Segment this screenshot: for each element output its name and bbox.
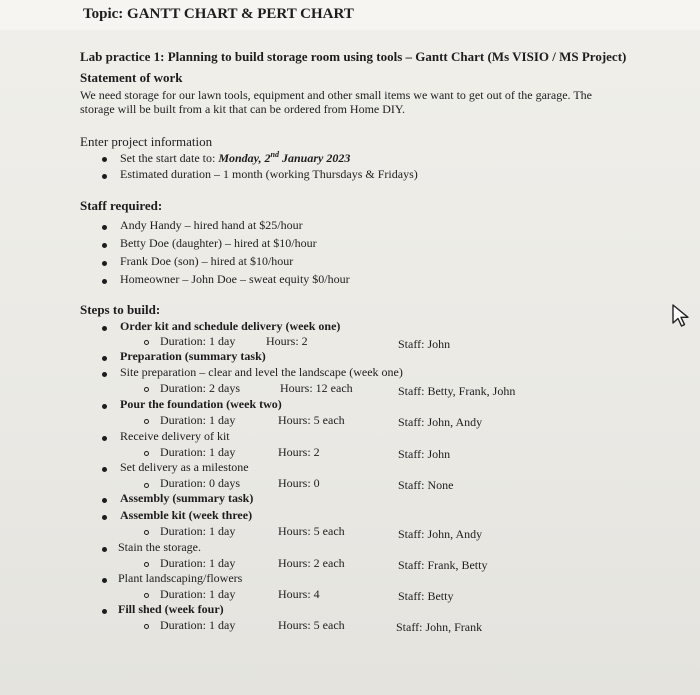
step-title: Set delivery as a milestone	[120, 460, 249, 474]
step-staff: Staff: None	[398, 478, 454, 492]
bullet	[102, 174, 107, 179]
step-staff: Staff: John	[398, 447, 451, 461]
sub-bullet	[144, 562, 149, 567]
step-duration: Duration: 1 day	[160, 445, 236, 459]
step-duration: Duration: 1 day	[160, 556, 236, 570]
bullet	[102, 225, 107, 230]
sub-bullet	[144, 419, 149, 424]
sub-bullet	[144, 483, 149, 488]
step-hours: Hours: 2	[266, 334, 308, 348]
bullet	[102, 356, 107, 361]
statement-line-2: storage will be built from a kit that can be ordered from Home DIY.	[80, 102, 406, 116]
staff-item: Betty Doe (daughter) – hired at $10/hour	[120, 236, 317, 250]
staff-item: Andy Handy – hired hand at $25/hour	[120, 218, 303, 232]
step-duration: Duration: 2 days	[160, 381, 240, 395]
step-title: Pour the foundation (week two)	[120, 397, 282, 411]
duration-item: Estimated duration – 1 month (working Thursdays & Fridays)	[120, 167, 418, 181]
statement-line-1: We need storage for our lawn tools, equipment and other small items we want to get out of the garage. The	[80, 88, 592, 102]
lab-title: Lab practice 1: Planning to build storage room using tools – Gantt Chart (Ms VISIO / MS Project)	[80, 49, 627, 64]
bullet	[102, 515, 107, 520]
bullet	[102, 404, 107, 409]
start-day: Monday, 2	[218, 151, 271, 165]
step-duration: Duration: 1 day	[160, 524, 236, 538]
bullet	[102, 326, 107, 331]
step-hours: Hours: 2	[278, 445, 320, 459]
step-title: Assembly (summary task)	[120, 491, 254, 505]
step-title: Site preparation – clear and level the landscape (week one)	[120, 365, 403, 379]
bullet	[102, 498, 107, 503]
step-hours: Hours: 0	[278, 476, 320, 490]
sub-bullet	[144, 624, 149, 629]
step-staff: Staff: Frank, Betty	[398, 558, 488, 572]
step-staff: Staff: John, Frank	[396, 620, 483, 634]
step-staff: Staff: John	[398, 337, 451, 351]
start-prefix: Set the start date to:	[120, 151, 219, 165]
start-date-item	[120, 150, 350, 166]
step-title: Order kit and schedule delivery (week one)	[120, 319, 341, 333]
step-title: Plant landscaping/flowers	[118, 571, 243, 585]
step-hours: Hours: 5 each	[278, 413, 345, 427]
step-hours: Hours: 4	[278, 587, 320, 601]
mouse-pointer-icon	[670, 303, 692, 329]
bullet	[102, 547, 107, 552]
sub-bullet	[144, 530, 149, 535]
step-title: Assemble kit (week three)	[120, 508, 253, 522]
staff-heading: Staff required:	[80, 198, 163, 213]
start-sup: nd	[270, 150, 279, 159]
bullet	[102, 578, 107, 583]
bullet	[102, 243, 107, 248]
staff-item: Frank Doe (son) – hired at $10/hour	[120, 254, 294, 268]
sub-bullet	[144, 387, 149, 392]
step-hours: Hours: 2 each	[278, 556, 345, 570]
step-duration: Duration: 1 day	[160, 334, 236, 348]
project-heading: Enter project information	[80, 134, 213, 149]
bullet	[102, 279, 107, 284]
bullet	[102, 467, 107, 472]
step-duration: Duration: 0 days	[160, 476, 240, 490]
bullet	[102, 609, 107, 614]
statement-heading: Statement of work	[80, 70, 183, 85]
sub-bullet	[144, 593, 149, 598]
sub-bullet	[144, 451, 149, 456]
step-duration: Duration: 1 day	[160, 618, 236, 632]
step-hours: Hours: 5 each	[278, 524, 345, 538]
step-title: Fill shed (week four)	[118, 602, 224, 616]
step-hours: Hours: 5 each	[278, 618, 345, 632]
step-staff: Staff: John, Andy	[398, 415, 483, 429]
step-duration: Duration: 1 day	[160, 413, 236, 427]
step-staff: Staff: Betty	[398, 589, 454, 603]
step-staff: Staff: John, Andy	[398, 527, 483, 541]
staff-item: Homeowner – John Doe – sweat equity $0/hour	[120, 272, 350, 286]
step-title: Stain the storage.	[118, 540, 201, 554]
sub-bullet	[144, 340, 149, 345]
step-hours: Hours: 12 each	[280, 381, 353, 395]
topic-title: Topic: GANTT CHART & PERT CHART	[83, 6, 354, 22]
bullet	[102, 261, 107, 266]
bullet	[102, 436, 107, 441]
step-duration: Duration: 1 day	[160, 587, 236, 601]
steps-heading: Steps to build:	[80, 302, 161, 317]
bullet	[102, 372, 107, 377]
step-title: Preparation (summary task)	[120, 349, 266, 363]
step-staff: Staff: Betty, Frank, John	[398, 384, 516, 398]
start-rest: January 2023	[279, 151, 351, 165]
bullet	[102, 157, 107, 162]
step-title: Receive delivery of kit	[120, 429, 230, 443]
